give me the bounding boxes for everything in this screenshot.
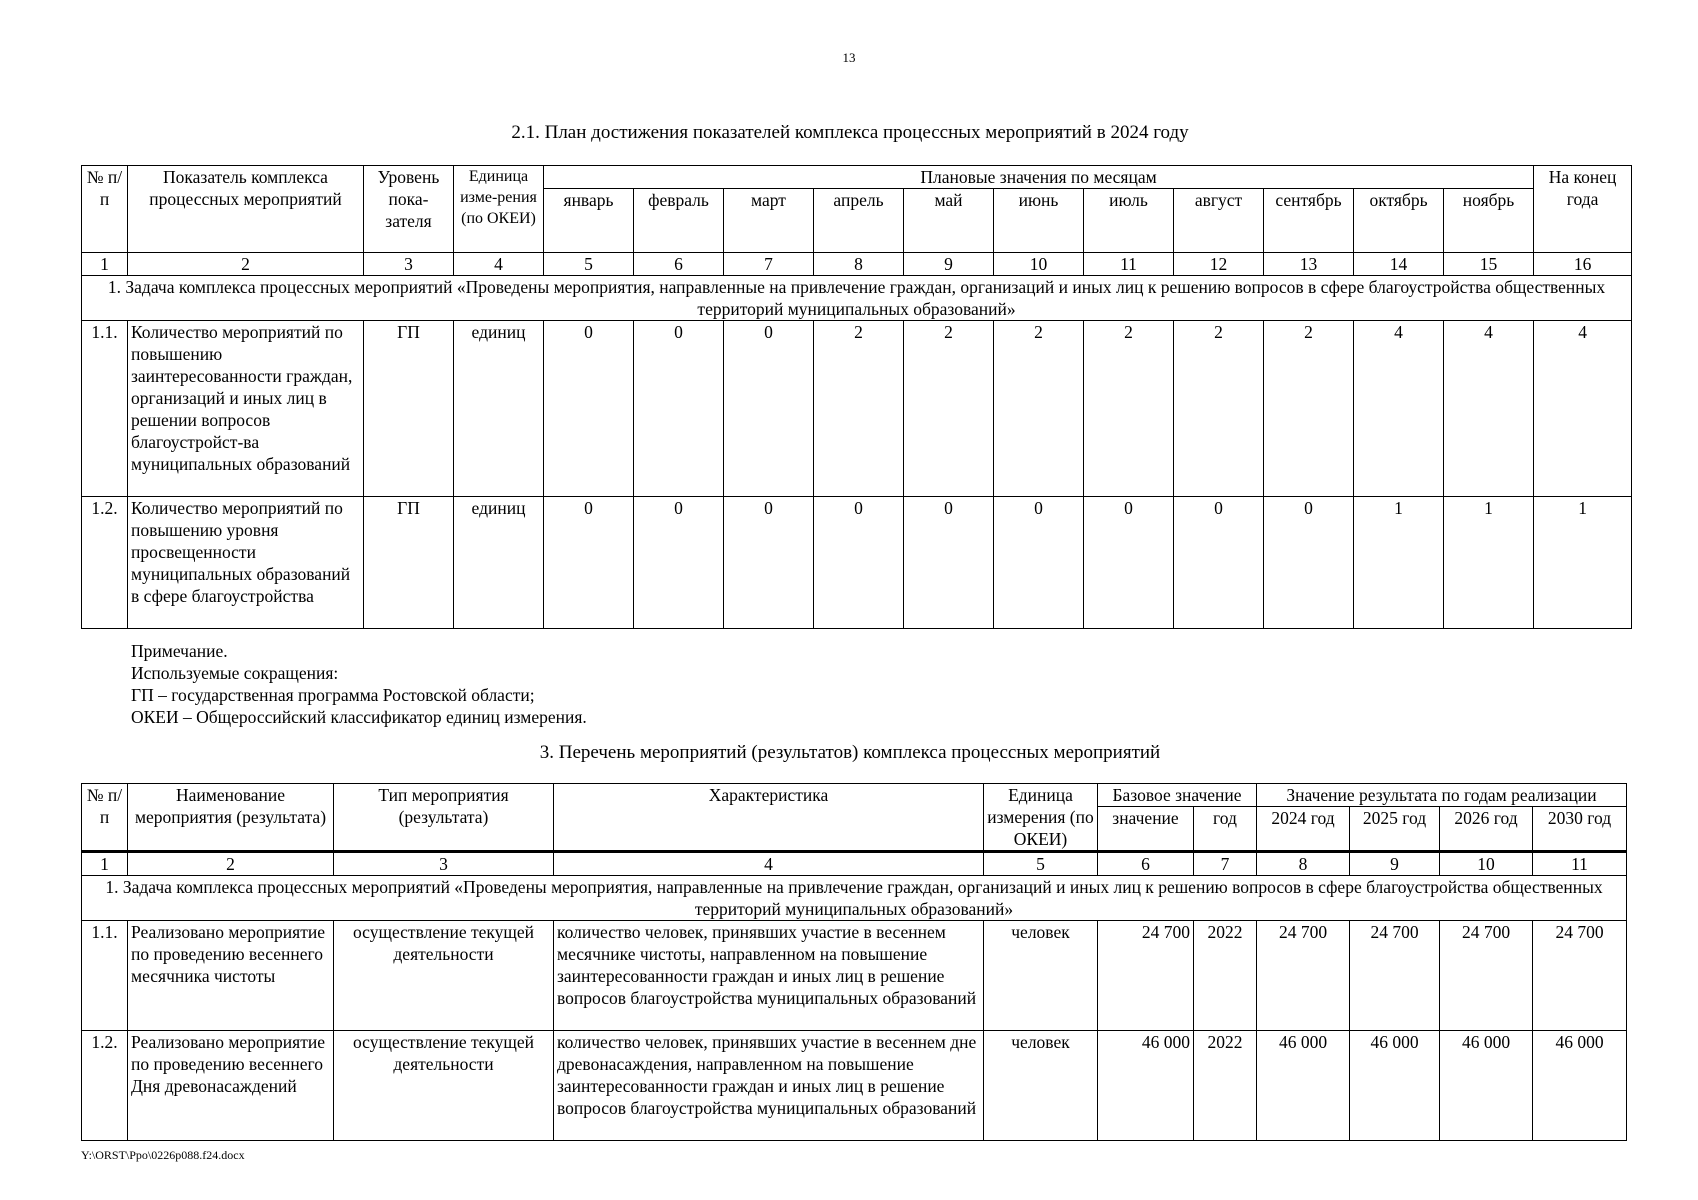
notes-block [131,640,587,728]
year-value: 46 000 [1533,1031,1627,1141]
month-value: 0 [544,321,634,497]
table-row [82,497,1632,629]
month-header: апрель [814,189,904,253]
col-number: 1 [82,852,128,876]
activity-name: Реализовано мероприятие по проведению весеннего месячника чистоты [128,921,334,1031]
month-value: 2 [994,321,1084,497]
header-indicator: Показатель комплекса процессных мероприятий [128,166,364,253]
header-unit: Единица измерения (по ОКЕИ) [984,784,1098,852]
header-year: 2026 год [1440,807,1533,852]
header-num: № п/п [82,784,128,852]
month-value: 1 [1354,497,1444,629]
indicator-unit: единиц [454,497,544,629]
col-number: 7 [724,253,814,276]
col-number: 12 [1174,253,1264,276]
month-header: ноябрь [1444,189,1534,253]
month-header: август [1174,189,1264,253]
note-line: ГП – государственная программа Ростовской области; [131,685,535,705]
header-end: На конец года [1534,166,1632,253]
col-number: 11 [1084,253,1174,276]
header-name: Наименование мероприятия (результата) [128,784,334,852]
month-header: октябрь [1354,189,1444,253]
month-value: 0 [724,321,814,497]
header-unit: Единица изме-рения (по ОКЕИ) [454,166,544,253]
col-number: 5 [544,253,634,276]
year-value: 46 000 [1257,1031,1350,1141]
year-value: 24 700 [1257,921,1350,1031]
header-level: Уровень пока-зателя [364,166,454,253]
col-number: 2 [128,253,364,276]
activities-table [81,783,1627,1141]
month-value: 0 [1264,497,1354,629]
activity-name: Реализовано мероприятие по проведению весеннего Дня древонасаждений [128,1031,334,1141]
indicator-name: Количество мероприятий по повышению заинтересованности граждан, организаций и иных лиц в решении вопросов благоустройст-ва муниципальных образований [128,321,364,497]
header-base-value: значение [1098,807,1194,852]
year-value: 46 000 [1440,1031,1533,1141]
month-value: 1 [1444,497,1534,629]
table-row [82,921,1627,1031]
col-number: 15 [1444,253,1534,276]
month-header: июнь [994,189,1084,253]
header-plan: Плановые значения по месяцам [544,166,1534,189]
col-number: 13 [1264,253,1354,276]
section1-title: 2.1. План достижения показателей комплекса процессных мероприятий в 2024 году [511,122,1189,143]
note-line: ОКЕИ – Общероссийский классификатор единиц измерения. [131,707,587,727]
col-number: 5 [984,852,1098,876]
end-value: 1 [1534,497,1632,629]
header-year: 2024 год [1257,807,1350,852]
col-number: 6 [634,253,724,276]
month-value: 4 [1354,321,1444,497]
end-value: 4 [1534,321,1632,497]
task-description: 1. Задача комплекса процессных мероприятий «Проведены мероприятия, направленные на привлечение граждан, организаций и иных лиц к решению вопросов в сфере благоустройства общественных территорий муниципальных образований» [82,276,1632,321]
col-number: 8 [1257,852,1350,876]
row-number: 1.1. [82,321,128,497]
month-value: 0 [544,497,634,629]
month-value: 2 [1084,321,1174,497]
header-year: 2030 год [1533,807,1627,852]
base-year: 2022 [1194,1031,1257,1141]
note-line: Примечание. [131,641,228,661]
activity-characteristic: количество человек, принявших участие в весеннем месячнике чистоты, направленном на повышение заинтересованности граждан и иных лиц в решение вопросов благоустройства муниципальных образований [554,921,984,1031]
col-number: 4 [454,253,544,276]
month-value: 4 [1444,321,1534,497]
month-header: май [904,189,994,253]
month-header: февраль [634,189,724,253]
col-number: 2 [128,852,334,876]
activity-type: осуществление текущей деятельности [334,1031,554,1141]
col-number: 11 [1533,852,1627,876]
indicator-level: ГП [364,497,454,629]
header-base-year: год [1194,807,1257,852]
task-row [82,276,1632,321]
file-path-footer: Y:\ORST\Ppo\0226p088.f24.docx [81,1148,245,1162]
page-number: 13 [842,50,856,65]
month-value: 2 [1264,321,1354,497]
activity-type: осуществление текущей деятельности [334,921,554,1031]
col-number: 10 [1440,852,1533,876]
column-number-row [82,852,1627,876]
month-value: 0 [994,497,1084,629]
year-value: 24 700 [1440,921,1533,1031]
month-value: 2 [904,321,994,497]
activity-unit: человек [984,921,1098,1031]
indicator-unit: единиц [454,321,544,497]
col-number: 3 [334,852,554,876]
month-value: 0 [904,497,994,629]
base-value: 24 700 [1098,921,1194,1031]
table-row [82,321,1632,497]
column-number-row [82,253,1632,276]
year-value: 46 000 [1350,1031,1440,1141]
header-num: № п/п [82,166,128,253]
header-row [82,166,1632,189]
col-number: 9 [1350,852,1440,876]
col-number: 4 [554,852,984,876]
col-number: 6 [1098,852,1194,876]
header-characteristic: Характеристика [554,784,984,852]
base-value: 46 000 [1098,1031,1194,1141]
month-value: 0 [1084,497,1174,629]
section2-title: 3. Перечень мероприятий (результатов) комплекса процессных мероприятий [539,742,1161,763]
activity-characteristic: количество человек, принявших участие в весеннем дне древонасаждения, направленном на повышение заинтересованности граждан и иных лиц в решение вопросов благоустройства муниципальных образований [554,1031,984,1141]
base-year: 2022 [1194,921,1257,1031]
header-base: Базовое значение [1098,784,1257,807]
col-number: 9 [904,253,994,276]
header-type: Тип мероприятия (результата) [334,784,554,852]
month-value: 0 [634,321,724,497]
month-value: 0 [724,497,814,629]
monthly-plan-table [81,165,1632,629]
activity-unit: человек [984,1031,1098,1141]
col-number: 1 [82,253,128,276]
month-header: сентябрь [1264,189,1354,253]
year-value: 24 700 [1350,921,1440,1031]
note-line: Используемые сокращения: [131,663,339,683]
task-description: 1. Задача комплекса процессных мероприятий «Проведены мероприятия, направленные на привлечение граждан, организаций и иных лиц к решению вопросов в сфере благоустройства общественных территорий муниципальных образований» [82,876,1627,921]
month-value: 0 [1174,497,1264,629]
month-header: июль [1084,189,1174,253]
month-header: март [724,189,814,253]
header-year: 2025 год [1350,807,1440,852]
month-value: 0 [634,497,724,629]
row-number: 1.1. [82,921,128,1031]
task-row [82,876,1627,921]
col-number: 3 [364,253,454,276]
header-result: Значение результата по годам реализации [1257,784,1627,807]
month-value: 2 [814,321,904,497]
month-header: январь [544,189,634,253]
year-value: 24 700 [1533,921,1627,1031]
col-number: 8 [814,253,904,276]
indicator-level: ГП [364,321,454,497]
col-number: 16 [1534,253,1632,276]
indicator-name: Количество мероприятий по повышению уровня просвещенности муниципальных образований в сфере благоустройства [128,497,364,629]
row-number: 1.2. [82,497,128,629]
month-value: 0 [814,497,904,629]
col-number: 7 [1194,852,1257,876]
row-number: 1.2. [82,1031,128,1141]
table-row [82,1031,1627,1141]
col-number: 10 [994,253,1084,276]
col-number: 14 [1354,253,1444,276]
month-value: 2 [1174,321,1264,497]
